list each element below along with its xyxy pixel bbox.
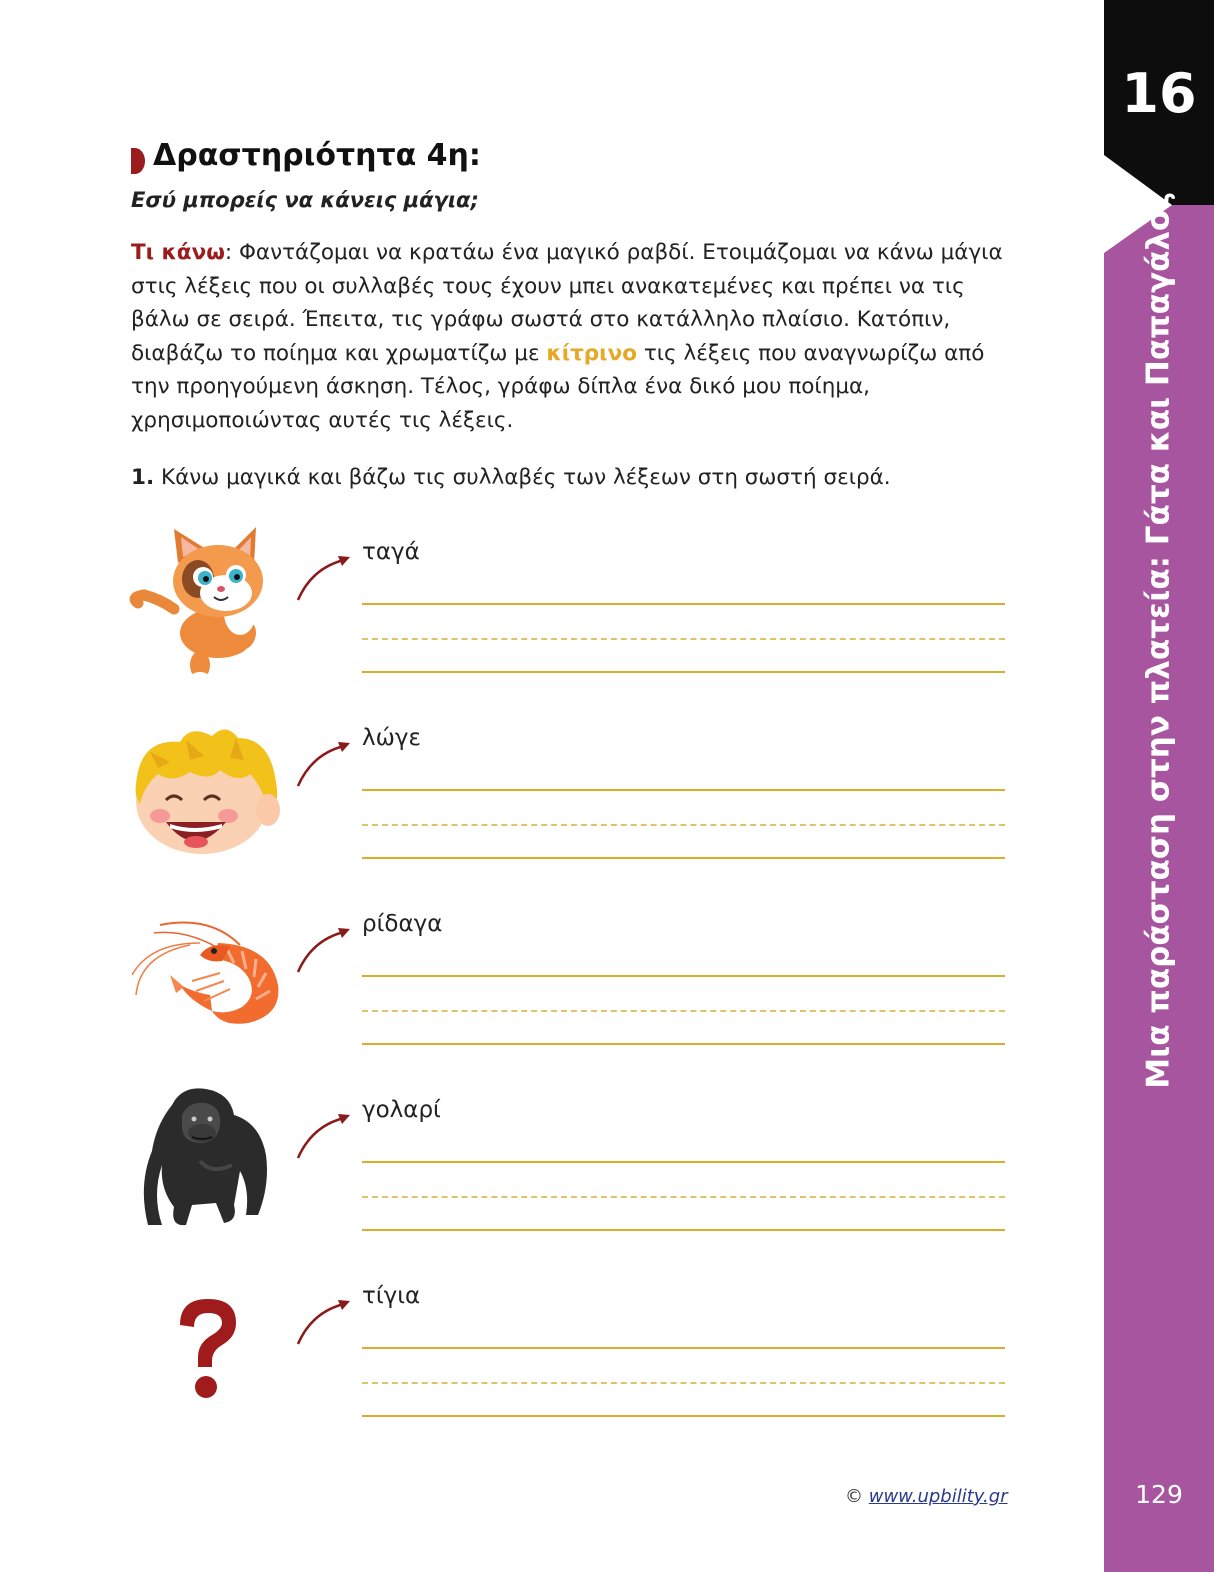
- writing-midline: [362, 1196, 1005, 1198]
- writing-midline: [362, 824, 1005, 826]
- task-text: Κάνω μαγικά και βάζω τις συλλαβές των λέξεων στη σωστή σειρά.: [154, 465, 891, 490]
- scrambled-word: ρίδαγα: [362, 911, 443, 937]
- scrambled-word: γολαρί: [362, 1097, 441, 1123]
- task-number: 1.: [131, 465, 155, 490]
- writing-baseline: [362, 1043, 1005, 1045]
- writing-baseline: [362, 1229, 1005, 1231]
- instructions: [131, 236, 1021, 437]
- writing-baseline: [362, 1415, 1005, 1417]
- task-instruction: [131, 465, 891, 490]
- arrow-icon: [294, 1298, 354, 1348]
- page-number: 129: [1135, 1480, 1183, 1509]
- scrambled-word: ταγά: [362, 539, 420, 565]
- scrambled-word: λώγε: [362, 725, 421, 751]
- chapter-title: [1104, 191, 1214, 1089]
- chapter-number: 16: [1121, 62, 1197, 125]
- copyright-symbol: ©: [845, 1486, 863, 1507]
- writing-baseline: [362, 671, 1005, 673]
- scrambled-word: τίγια: [362, 1283, 421, 1309]
- shrimp-image: [130, 915, 284, 1033]
- question-mark-icon: [172, 1295, 242, 1400]
- instructions-text-1: : Φαντάζομαι να κρατάω ένα μαγικό ραβδί. Ετοιμάζομαι να κάνω μάγια στις λέξεις που οι συλλαβές τους έχουν μπει ανακατεμένες και πρέπει να τις βάλω σε σειρά. Έπειτα, τις γράφω σωστά στο κατάλληλο πλαίσιο. Κατόπιν, διαβάζω το ποίημα και χρωματίζω με: [131, 240, 1003, 366]
- gorilla-image: [142, 1085, 272, 1237]
- cat-image: [128, 525, 283, 683]
- activity-title: Δραστηριότητα 4η:: [153, 138, 481, 173]
- arrow-icon: [294, 1112, 354, 1162]
- highlight-word: κίτρινο: [546, 340, 637, 366]
- laughing-boy-image: [130, 724, 282, 856]
- activity-subtitle: Εσύ μπορείς να κάνεις μάγια;: [131, 188, 479, 212]
- arrow-icon: [294, 740, 354, 790]
- instructions-text-2: τις λέξεις που αναγνωρίζω από την προηγούμενη άσκηση. Τέλος, γράφω δίπλα ένα δικό μου ποίημα, χρησιμοποιώντας αυτές τις λέξεις.: [131, 340, 985, 433]
- instructions-label: Τι κάνω: [131, 240, 225, 265]
- arrow-icon: [294, 554, 354, 604]
- writing-midline: [362, 1010, 1005, 1012]
- writing-midline: [362, 638, 1005, 640]
- website-link[interactable]: www.upbility.gr: [868, 1486, 1008, 1507]
- arrow-icon: [294, 926, 354, 976]
- bullet-icon: [131, 148, 145, 174]
- writing-line[interactable]: [362, 1161, 1005, 1163]
- writing-line[interactable]: [362, 975, 1005, 977]
- writing-line[interactable]: [362, 1347, 1005, 1349]
- chapter-title-text: Μια παράσταση στην πλατεία: Γάτα και Παπαγάλος: [1141, 191, 1178, 1089]
- writing-baseline: [362, 857, 1005, 859]
- footer-credit: [845, 1486, 1008, 1507]
- writing-line[interactable]: [362, 789, 1005, 791]
- writing-midline: [362, 1382, 1005, 1384]
- writing-line[interactable]: [362, 603, 1005, 605]
